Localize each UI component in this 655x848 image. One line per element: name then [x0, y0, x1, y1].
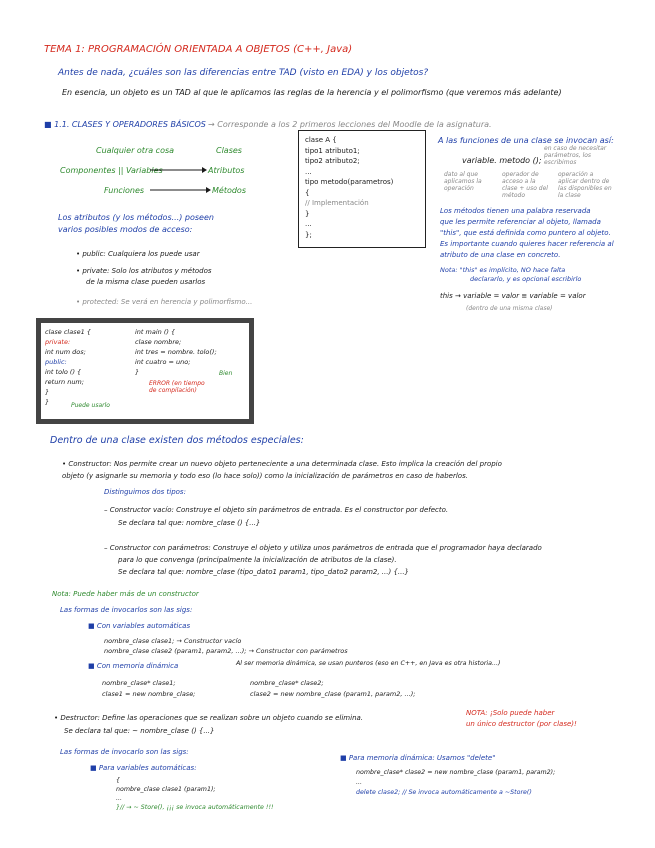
auto2-heading: ■ Para variables automáticas:	[90, 764, 197, 772]
funcs-note-d: operación a aplicar dentro de las disponibles en la clase	[558, 171, 612, 199]
constructor-vacio: – Constructor vacío: Construye el objeto sin parámetros de entrada. Es el constructor por defecto. Se declara tal que: nombre_clase () {...}	[104, 506, 449, 527]
concept-right-3: Métodos	[212, 186, 246, 195]
dyn-heading: ■ Con memoria dinámica	[88, 662, 179, 670]
this-sub: (dentro de una misma clase)	[466, 305, 553, 312]
concept-left-3: Funciones	[104, 186, 145, 195]
destructor-desc: • Destructor: Define las operaciones que se realizan sobre un objeto cuando se elimina. Se declara tal que: ~ nombre_clase () {...}	[54, 714, 364, 735]
formas-invocar-2: Las formas de invocarlo son las sigs:	[60, 748, 189, 756]
example-right-code: int main () { clase nombre; int tres = nombre. tolo(); int cuatro = uno; }	[135, 328, 217, 376]
access-private: • private: Solo los atributos y métodos de la misma clase pueden usarlos	[76, 267, 212, 286]
class-code-box	[298, 130, 426, 248]
concept-left-1: Cualquier otra cosa	[96, 146, 175, 155]
access-protected: • protected: Se verá en herencia y polimorfismo...	[76, 298, 253, 306]
access-example-box	[36, 318, 254, 424]
auto2-lines: { nombre_clase clase1 (param1); ... }// → ~ Store(), ¡¡¡ se invoca automáticamente !!!	[116, 777, 274, 811]
section-heading: ■ 1.1. CLASES Y OPERADORES BÁSICOS	[44, 120, 206, 129]
funcs-note-b: dato al que aplicamos la operación	[444, 171, 482, 192]
formas-invocar: Las formas de invocarlos son las sigs:	[60, 606, 193, 614]
nota-constructor: Nota: Puede haber más de un constructor	[52, 590, 199, 598]
dos-tipos: Distinguimos dos tipos:	[104, 488, 186, 496]
special-heading: Dentro de una clase existen dos métodos especiales:	[50, 435, 304, 446]
intro-answer: En esencia, un objeto es un TAD al que le aplicamos las reglas de la herencia y el polimorfismo (que veremos más adelante)	[62, 88, 562, 97]
this-explanation: Los métodos tienen una palabra reservada que les permite referenciar al objeto, llamada "this", que está definida como puntero al objeto. Es importante cuando quieres hacer referencia al atributo de una clase en concreto.	[440, 207, 614, 259]
section-note: → Corresponde a los 2 primeros lecciones del Moodle de la asignatura.	[208, 120, 492, 129]
constructor-params: – Constructor con parámetros: Construye el objeto y utiliza unos parámetros de entrada que el programador haya declarado para lo que convenga (principalmente la inicialización de atributos de la clase). Se declara tal que: nombre_clase (tipo_dato1 param1, tipo_dato2 param2, ...) {...}	[104, 544, 542, 576]
auto-heading: ■ Con variables automáticas	[88, 622, 191, 630]
page-title: TEMA 1: PROGRAMACIÓN ORIENTADA A OBJETOS (C++, Java)	[44, 44, 353, 55]
this-expression: this → variable = valor ≡ variable = valor	[440, 292, 586, 300]
intro-question: Antes de nada, ¿cuáles son las diferencias entre TAD (visto en EDA) y los objetos?	[58, 68, 429, 78]
funcs-invoke: variable. metodo ();	[462, 156, 542, 165]
dyn2-lines: nombre_clase* clase2 = new nombre_clase (param1, param2); ... delete clase2; // Se invoca automáticamente a ~Store()	[356, 769, 556, 796]
constructor-desc: • Constructor: Nos permite crear un nuevo objeto perteneciente a una determinada clase. Esto implica la creación del propio objeto (y asignarle su memoria y todo eso (lo hace solo)) como la inicialización de parámetros en caso de haberlos.	[62, 460, 502, 480]
class-code: clase A { tipo1 atributo1; tipo2 atributo2; ... tipo metodo(parametros) { // Implementación } ... };	[305, 136, 394, 239]
funcs-note-c: operador de acceso a la clase + uso del método	[502, 171, 548, 199]
concept-right-2: Atributos	[208, 166, 245, 175]
nota-destructor: NOTA: ¡Solo puede haber un único destructor (por clase)!	[466, 709, 577, 728]
example-puede: Puede usarlo	[71, 402, 110, 409]
this-nota: Nota: "this" es implícito, NO hace falta declararlo, y es opcional escribirlo	[440, 266, 582, 283]
dyn2-heading: ■ Para memoria dinámica: Usamos "delete"	[340, 754, 496, 762]
concept-left-2: Componentes || Variables	[60, 166, 163, 175]
concept-right-1: Clases	[216, 146, 242, 155]
example-left-code: clase clase1 { private: int num dos; public: int tolo () { return num; } }	[45, 328, 91, 406]
example-bien: Bien	[219, 370, 233, 377]
auto-lines: nombre_clase clase1; → Constructor vacío nombre_clase clase2 (param1, param2, ...); → Constructor con parámetros	[104, 637, 348, 655]
funcs-note-a: en caso de necesitar parámetros, los escribimos	[544, 145, 607, 166]
funcs-heading: A las funciones de una clase se invocan así:	[438, 136, 614, 145]
example-error: ERROR (en tiempo de compilación)	[149, 380, 205, 394]
dyn-left: nombre_clase* clase1; clase1 = new nombre_clase;	[102, 679, 196, 698]
access-public: • public: Cualquiera los puede usar	[76, 250, 200, 258]
access-intro: Los atributos (y los métodos...) poseen varios posibles modos de acceso:	[58, 213, 214, 234]
dyn-right: nombre_clase* clase2; clase2 = new nombre_clase (param1, param2, ...);	[250, 679, 416, 698]
dyn-note: Al ser memoria dinámica, se usan punteros (eso en C++, en Java es otra historia...)	[236, 660, 501, 667]
